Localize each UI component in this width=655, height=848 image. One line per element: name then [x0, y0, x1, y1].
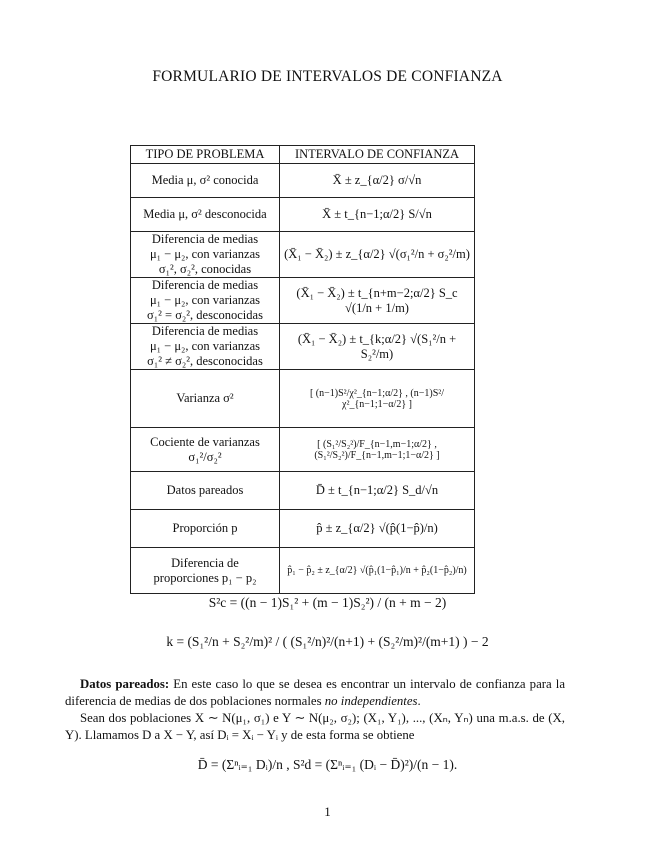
problem-line: μ₁ − μ₂, con varianzas	[149, 293, 261, 307]
interval-cell	[280, 548, 475, 594]
problem-line: Media μ, σ² conocida	[151, 173, 259, 187]
problem-line: σ₁² = σ₂², desconocidas	[147, 308, 263, 322]
problem-line: σ₁²/σ₂²	[188, 449, 222, 464]
problem-cell	[131, 164, 280, 198]
problem-line: μ₁ − μ₂, con varianzas	[149, 339, 261, 353]
problem-line: Diferencia de medias	[151, 324, 259, 338]
problem-line: Media μ, σ² desconocida	[143, 207, 267, 221]
problem-line: Datos pareados	[166, 483, 244, 497]
table-row	[131, 428, 475, 472]
table-header-row	[131, 146, 475, 164]
interval-cell	[280, 198, 475, 232]
sc-squared-formula: S²c = ((n − 1)S₁² + (m − 1)S₂²) / (n + m − 2)	[208, 595, 447, 610]
problem-cell	[131, 472, 280, 510]
paired-data-paragraph	[65, 676, 565, 710]
paired-data-lead: Datos pareados:	[80, 677, 170, 691]
paired-mean-variance-formula: D̄ = (Σⁿᵢ₌₁ Dᵢ)/n , S²d = (Σⁿᵢ₌₁ (Dᵢ − D̄)²)/(n − 1).	[197, 757, 458, 772]
header-problem-type: TIPO DE PROBLEMA	[131, 146, 280, 164]
problem-line: proporciones p₁ − p₂	[153, 570, 257, 585]
table-row	[131, 548, 475, 594]
problem-line: Cociente de varianzas	[150, 434, 260, 449]
paired-data-text-b: .	[417, 694, 421, 708]
table-row	[131, 370, 475, 428]
problem-cell	[131, 370, 280, 428]
interval-cell	[280, 164, 475, 198]
interval-cell	[280, 428, 475, 472]
problem-line: σ₁² ≠ σ₂², desconocidas	[147, 354, 263, 368]
problem-cell	[131, 324, 280, 370]
interval-formula: (X̄₁ − X̄₂) ± t_{n+m−2;α/2} S_c √(1/n + 1/m)	[296, 285, 458, 315]
interval-formula: (X̄₁ − X̄₂) ± t_{k;α/2} √(S₁²/n + S₂²/m)	[297, 331, 457, 361]
problem-line: Varianza σ²	[176, 391, 234, 405]
problem-cell	[131, 548, 280, 594]
problem-line: Proporción p	[172, 521, 238, 535]
table-row	[131, 472, 475, 510]
interval-cell	[280, 278, 475, 324]
problem-line: μ₁ − μ₂, con varianzas	[149, 247, 261, 261]
problem-cell	[131, 278, 280, 324]
problem-cell	[131, 510, 280, 548]
problem-cell	[131, 232, 280, 278]
problem-line: σ₁², σ₂², conocidas	[158, 262, 252, 276]
interval-formula: [ (n−1)S²/χ²_{n−1;α/2} , (n−1)S²/χ²_{n−1;1−α/2} ]	[309, 387, 445, 410]
problem-cell	[131, 198, 280, 232]
problem-line: Diferencia de	[171, 555, 239, 570]
page-title: FORMULARIO DE INTERVALOS DE CONFIANZA	[152, 68, 503, 85]
interval-formula: X̄ ± t_{n−1;α/2} S/√n	[322, 207, 432, 221]
table-row	[131, 278, 475, 324]
interval-cell	[280, 324, 475, 370]
table-row	[131, 198, 475, 232]
k-formula: k = (S₁²/n + S₂²/m)² / ( (S₁²/n)²/(n+1) + (S₂²/m)²/(m+1) ) − 2	[166, 634, 489, 649]
problem-line: Diferencia de medias	[151, 232, 259, 246]
problem-cell	[131, 428, 280, 472]
interval-formula: p̂ ± z_{α/2} √(p̂(1−p̂)/n)	[316, 521, 438, 535]
interval-cell	[280, 370, 475, 428]
page-number: 1	[324, 804, 331, 819]
populations-paragraph: Sean dos poblaciones X ∼ N(μ₁, σ₁) e Y ∼ N(μ₂, σ₂); (X₁, Y₁), ..., (Xₙ, Yₙ) una m.a.s. de (X, Y). Llamamos D a X − Y, así Dᵢ = Xᵢ − Yᵢ y de esta forma se obtiene	[65, 711, 565, 742]
table-row	[131, 232, 475, 278]
table-row	[131, 324, 475, 370]
header-confidence-interval: INTERVALO DE CONFIANZA	[280, 146, 475, 164]
interval-cell	[280, 510, 475, 548]
table-row	[131, 510, 475, 548]
paired-data-text-a: En este caso lo que se desea es encontrar un intervalo de confianza para la diferencia de medias de dos poblaciones normales	[65, 677, 566, 708]
problem-line: Diferencia de medias	[151, 278, 259, 292]
table-row	[131, 164, 475, 198]
interval-formula: [ (S₁²/S₂²)/F_{n−1,m−1;α/2} , (S₁²/S₂²)/F_{n−1,m−1;1−α/2} ]	[314, 438, 440, 461]
interval-formula: D̄ ± t_{n−1;α/2} S_d/√n	[315, 483, 439, 497]
paired-data-emphasis: no independientes	[324, 694, 418, 708]
interval-formula: (X̄₁ − X̄₂) ± z_{α/2} √(σ₁²/n + σ₂²/m)	[284, 247, 470, 261]
interval-formula: X̄ ± z_{α/2} σ/√n	[332, 173, 422, 187]
confidence-interval-table	[130, 145, 475, 594]
interval-cell	[280, 232, 475, 278]
interval-cell	[280, 472, 475, 510]
interval-formula: p̂₁ − p̂₂ ± z_{α/2} √(p̂₁(1−p̂₁)/n + p̂₂(1−p̂₂)/n)	[287, 565, 467, 576]
